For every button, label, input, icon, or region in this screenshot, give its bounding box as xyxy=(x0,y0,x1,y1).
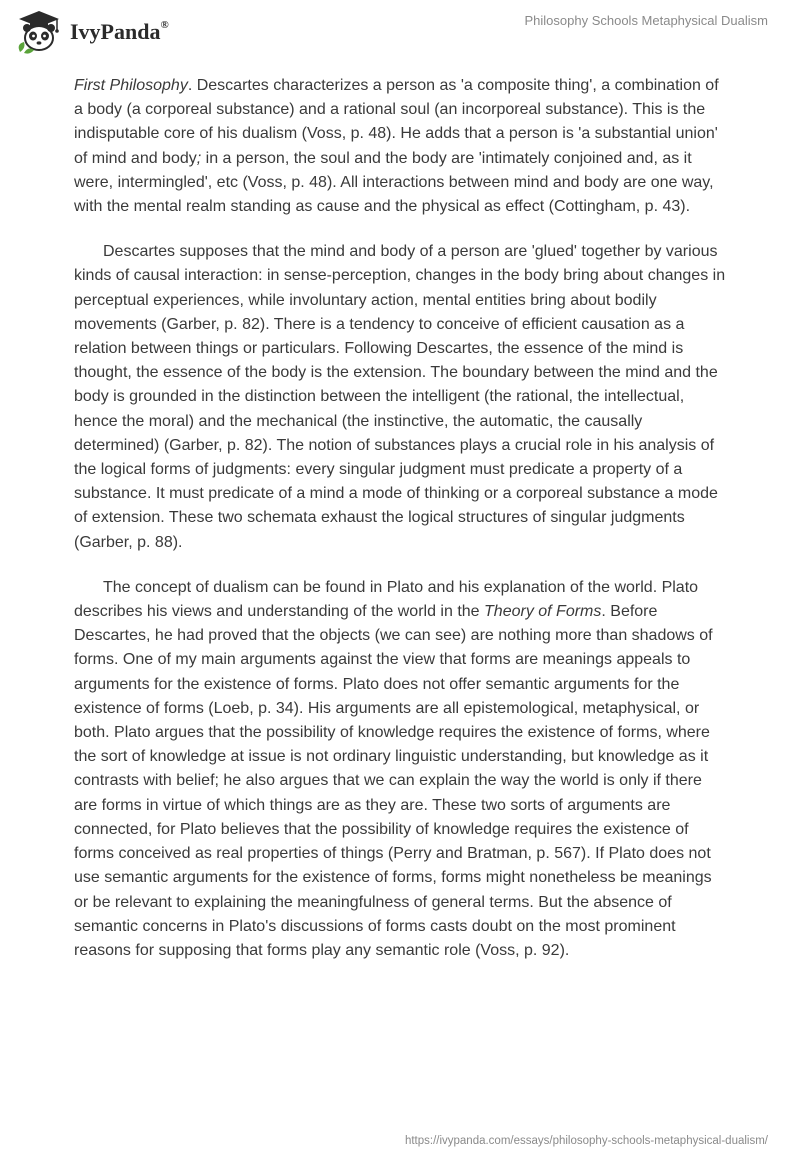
ivypanda-logo[interactable] xyxy=(14,8,169,54)
source-url[interactable]: https://ivypanda.com/essays/philosophy-schools-metaphysical-dualism/ xyxy=(404,1135,768,1147)
paragraph-2: Descartes supposes that the mind and body of a person are 'glued' together by various kinds of causal interaction: in sense-perception, changes in the body bring about changes in perceptual experiences, while involuntary action, mental entities bring about bodily movements (Garber, p. 82). There is a tendency to conceive of efficient causation as a relation between things or particulars. Following Descartes, the essence of the mind is thought, the essence of the body is the extension. The boundary between the mind and the body is grounded in the distinction between the intelligent (the rational, the intellectual, hence the moral) and the mechanical (the instinctive, the automatic, the causally determined) (Garber, p. 82). The notion of substances plays a crucial role in his analysis of the logical forms of judgments: every singular judgment must predicate a property of a substance. It must predicate of a mind a mode of thinking or a corporeal substance a mode of extension. These two schemata exhaust the logical structures of singular judgments (Garber, p. 88). xyxy=(74,243,726,551)
paragraph-1-italic-title: First Philosophy xyxy=(74,77,188,94)
panda-graduate-icon xyxy=(14,8,64,54)
paragraph-3: The concept of dualism can be found in Plato and his explanation of the world. Plato describes his views and understanding of the world in the Theory of Forms. Before Descartes, he had proved that the objects (we can see) are nothing more than shadows of forms. One of my main arguments against the view that forms are meanings appeals to arguments for the existence of forms. Plato does not offer semantic arguments for the existence of forms (Loeb, p. 34). His arguments are all epistemological, metaphysical, or both. Plato argues that the possibility of knowledge requires the existence of forms, where the sort of knowledge at issue is not ordinary linguistic understanding, but knowledge as it contrasts with belief; he also argues that we can explain the way the world is only if there are forms in virtue of which things are as they are. These two sorts of arguments are connected, for Plato believes that the possibility of knowledge requires the existence of forms conceived as real properties of things (Perry and Bratman, p. 567). If Plato does not use semantic arguments for the existence of forms, forms might nonetheless be meanings or be relevant to explaining the meaningfulness of general terms. But the absence of semantic concerns in Plato's discussions of forms casts doubt on the most prominent reasons for supposing that forms play any semantic role (Voss, p. 92). xyxy=(74,578,713,959)
paragraph-1: First Philosophy. Descartes characterizes a person as 'a composite thing', a combination of a body (a corporeal substance) and a rational soul (an incorporeal substance). This is the indisputable core of his dualism (Voss, p. 48). He adds that a person is 'a substantial union' of mind and body; in a person, the soul and the body are 'intimately conjoined and, as it were, intermingled', etc (Voss, p. 48). All interactions between mind and body are one way, with the mental realm standing as cause and the physical as effect (Cottingham, p. 43). xyxy=(74,77,719,216)
essay-body xyxy=(74,74,726,984)
page-header xyxy=(0,0,800,64)
document-title: Philosophy Schools Metaphysical Dualism xyxy=(524,13,768,28)
paragraph-3-italic-title: Theory of Forms xyxy=(484,603,602,621)
brand-name: IvyPanda® xyxy=(70,18,169,44)
